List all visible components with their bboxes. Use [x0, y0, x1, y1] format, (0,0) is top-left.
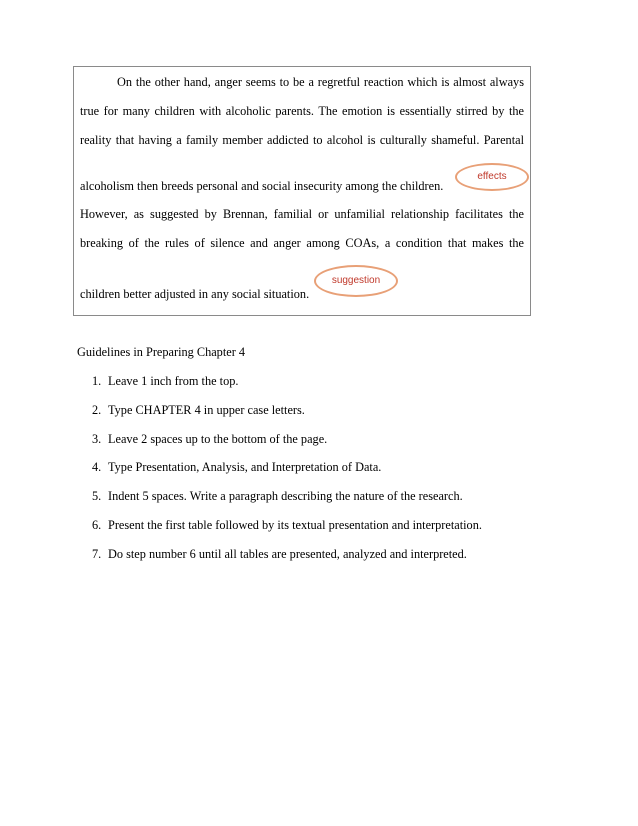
- paragraph-line-1: On the other hand, anger seems to be a regretful reaction which is almost always: [117, 75, 524, 89]
- list-item: [92, 432, 327, 447]
- list-item: [92, 374, 238, 389]
- list-number: 5.: [92, 489, 102, 503]
- paragraph-line-6: breaking of the rules of silence and anger among COAs, a condition that makes the: [80, 236, 524, 250]
- paragraph-line-3: reality that having a family member addicted to alcohol is culturally shameful. Parental: [80, 133, 524, 147]
- paragraph-line-5: However, as suggested by Brennan, familial or unfamilial relationship facilitates the: [80, 207, 524, 221]
- list-text: Leave 1 inch from the top.: [108, 374, 239, 388]
- guidelines-heading: Guidelines in Preparing Chapter 4: [77, 345, 246, 359]
- list-text: Present the first table followed by its textual presentation and interpretation.: [108, 518, 482, 532]
- list-item: [92, 489, 463, 504]
- list-text: Indent 5 spaces. Write a paragraph describing the nature of the research.: [108, 489, 463, 503]
- paragraph-line-2: true for many children with alcoholic parents. The emotion is essentially stirred by the: [80, 104, 524, 118]
- list-item: [92, 518, 482, 533]
- list-number: 3.: [92, 432, 102, 446]
- list-number: 2.: [92, 403, 102, 417]
- list-number: 4.: [92, 460, 102, 474]
- list-number: 6.: [92, 518, 102, 532]
- list-text: Do step number 6 until all tables are presented, analyzed and interpreted.: [108, 547, 467, 561]
- list-item: [92, 403, 305, 418]
- list-text: Type Presentation, Analysis, and Interpretation of Data.: [108, 460, 382, 474]
- paragraph-line-7: children better adjusted in any social situation.: [80, 287, 310, 301]
- effects-badge: effects: [455, 163, 529, 191]
- list-number: 7.: [92, 547, 102, 561]
- list-item: [92, 547, 467, 562]
- list-text: Type CHAPTER 4 in upper case letters.: [108, 403, 305, 417]
- list-number: 1.: [92, 374, 102, 388]
- suggestion-badge: suggestion: [314, 265, 398, 297]
- list-text: Leave 2 spaces up to the bottom of the page.: [108, 432, 328, 446]
- paragraph-line-4: alcoholism then breeds personal and social insecurity among the children.: [80, 179, 444, 193]
- list-item: [92, 460, 381, 475]
